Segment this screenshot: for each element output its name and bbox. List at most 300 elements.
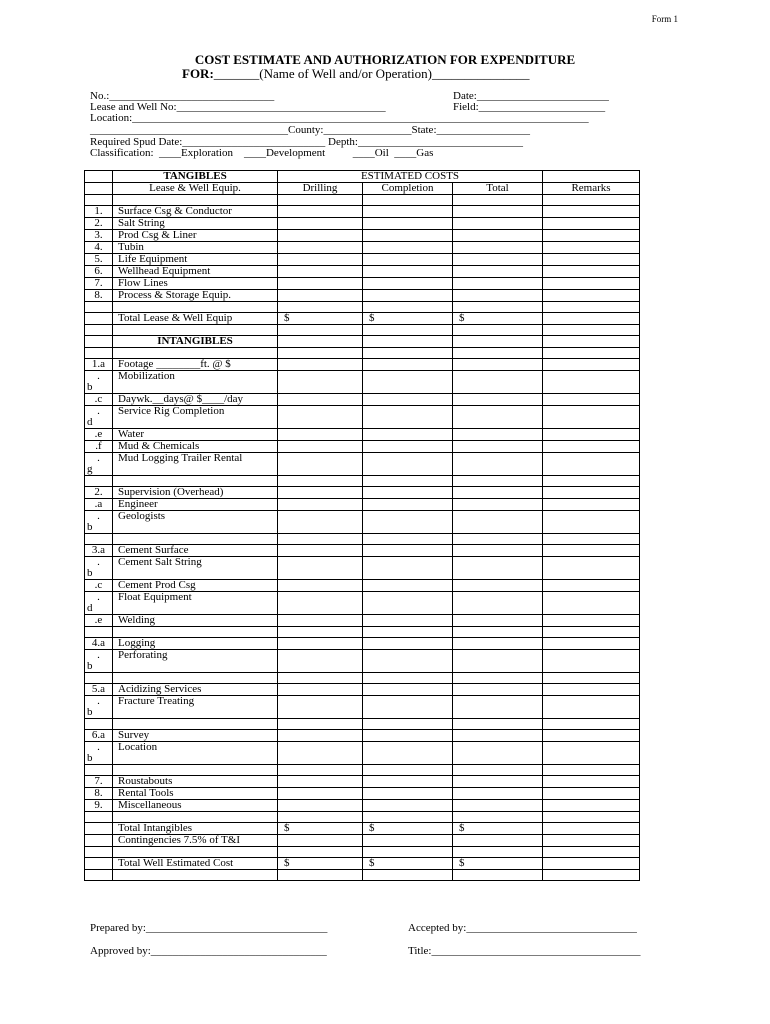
cost-cell[interactable] bbox=[453, 266, 543, 278]
table-row bbox=[85, 206, 640, 218]
cost-cell[interactable] bbox=[363, 684, 453, 696]
remarks-cell[interactable] bbox=[543, 534, 640, 545]
cost-cell[interactable] bbox=[278, 742, 363, 765]
item-description: Cement Salt String bbox=[113, 557, 278, 580]
table-row bbox=[85, 171, 640, 183]
remarks-cell[interactable] bbox=[543, 800, 640, 812]
item-description: Logging bbox=[113, 638, 278, 650]
cost-cell[interactable] bbox=[453, 476, 543, 487]
col-total-header: Total bbox=[453, 183, 543, 195]
cost-cell[interactable] bbox=[363, 325, 453, 336]
remarks-cell[interactable] bbox=[543, 765, 640, 776]
cost-cell[interactable] bbox=[453, 453, 543, 476]
cost-cell[interactable] bbox=[363, 765, 453, 776]
cost-cell[interactable] bbox=[363, 278, 453, 290]
item-description: Total Well Estimated Cost bbox=[113, 858, 278, 870]
cost-cell[interactable] bbox=[363, 638, 453, 650]
classification-field[interactable]: Classification: ____Exploration ____Development ____Oil ____Gas bbox=[90, 147, 434, 159]
cost-cell[interactable] bbox=[278, 615, 363, 627]
cost-cell[interactable] bbox=[363, 673, 453, 684]
location-field[interactable]: Location:___________________________________________________________________________________ bbox=[90, 113, 589, 124]
remarks-cell[interactable] bbox=[543, 195, 640, 206]
item-number bbox=[85, 511, 113, 534]
cost-cell[interactable] bbox=[363, 266, 453, 278]
table-row bbox=[85, 592, 640, 615]
item-number bbox=[85, 242, 113, 254]
cost-cell[interactable] bbox=[453, 302, 543, 313]
cost-cell[interactable] bbox=[453, 650, 543, 673]
cost-cell[interactable] bbox=[278, 441, 363, 453]
cost-cell[interactable] bbox=[363, 835, 453, 847]
table-row bbox=[85, 800, 640, 812]
cost-cell[interactable] bbox=[278, 499, 363, 511]
table-row bbox=[85, 776, 640, 788]
cost-cell[interactable] bbox=[363, 359, 453, 371]
remarks-cell[interactable] bbox=[543, 684, 640, 696]
remarks-cell[interactable] bbox=[543, 870, 640, 881]
cost-cell[interactable] bbox=[453, 638, 543, 650]
cost-cell[interactable] bbox=[363, 627, 453, 638]
cost-cell[interactable] bbox=[453, 325, 543, 336]
field-field[interactable]: Field:_______________________ bbox=[453, 101, 606, 113]
cost-cell[interactable] bbox=[278, 336, 363, 348]
cost-cell[interactable] bbox=[278, 730, 363, 742]
item-number-text: 5.a bbox=[91, 683, 106, 695]
remarks-cell[interactable] bbox=[543, 325, 640, 336]
remarks-cell[interactable] bbox=[543, 336, 640, 348]
cost-cell[interactable] bbox=[453, 499, 543, 511]
cost-cell[interactable] bbox=[453, 254, 543, 266]
table-row bbox=[85, 313, 640, 325]
cost-cell[interactable] bbox=[278, 476, 363, 487]
item-number bbox=[85, 218, 113, 230]
remarks-cell[interactable] bbox=[543, 730, 640, 742]
cost-cell[interactable] bbox=[363, 592, 453, 615]
prepared-by-field[interactable]: Prepared by:_________________________________ bbox=[90, 922, 328, 934]
remarks-cell[interactable] bbox=[543, 835, 640, 847]
item-number-suffix: b bbox=[87, 521, 93, 533]
remarks-cell[interactable] bbox=[543, 823, 640, 835]
cost-cell[interactable] bbox=[453, 206, 543, 218]
cost-cell[interactable] bbox=[453, 348, 543, 359]
item-description: Geologists bbox=[113, 511, 278, 534]
item-description: Mobilization bbox=[113, 371, 278, 394]
cost-cell[interactable] bbox=[363, 615, 453, 627]
item-number-text: 8. bbox=[94, 787, 103, 799]
cost-cell[interactable] bbox=[278, 788, 363, 800]
cost-cell[interactable] bbox=[278, 557, 363, 580]
cost-cell[interactable] bbox=[453, 627, 543, 638]
cost-cell[interactable] bbox=[278, 696, 363, 719]
item-description: Cement Surface bbox=[113, 545, 278, 557]
cost-cell[interactable] bbox=[453, 835, 543, 847]
cost-cell[interactable] bbox=[453, 788, 543, 800]
remarks-cell[interactable] bbox=[543, 371, 640, 394]
cost-cell[interactable] bbox=[278, 206, 363, 218]
item-number bbox=[85, 290, 113, 302]
cost-cell[interactable] bbox=[278, 812, 363, 823]
cost-cell[interactable] bbox=[278, 800, 363, 812]
county-state-field[interactable]: ____________________________________County:________________State:_________________ bbox=[90, 124, 530, 136]
remarks-cell[interactable] bbox=[543, 394, 640, 406]
cost-cell[interactable] bbox=[278, 254, 363, 266]
dollar-sign[interactable]: $ bbox=[363, 823, 453, 835]
no-field[interactable]: No.:______________________________ bbox=[90, 90, 275, 102]
remarks-cell[interactable] bbox=[543, 776, 640, 788]
cost-cell[interactable] bbox=[278, 487, 363, 499]
remarks-cell[interactable] bbox=[543, 627, 640, 638]
cost-cell[interactable] bbox=[278, 278, 363, 290]
dollar-sign[interactable]: $ bbox=[453, 858, 543, 870]
approved-by-field[interactable]: Approved by:________________________________ bbox=[90, 945, 327, 957]
cost-cell[interactable] bbox=[363, 453, 453, 476]
cost-cell[interactable] bbox=[453, 534, 543, 545]
form-subtitle bbox=[182, 66, 530, 82]
item-number bbox=[85, 406, 113, 429]
cost-cell[interactable] bbox=[278, 835, 363, 847]
item-description: Cement Prod Csg bbox=[113, 580, 278, 592]
cost-cell[interactable] bbox=[453, 684, 543, 696]
table-row bbox=[85, 870, 640, 881]
item-description: Supervision (Overhead) bbox=[113, 487, 278, 499]
cost-cell[interactable] bbox=[453, 742, 543, 765]
cost-cell[interactable] bbox=[278, 242, 363, 254]
cost-cell[interactable] bbox=[278, 359, 363, 371]
cost-cell[interactable] bbox=[363, 218, 453, 230]
item-number-text: 1.a bbox=[91, 358, 106, 370]
item-description: Process & Storage Equip. bbox=[113, 290, 278, 302]
table-row bbox=[85, 650, 640, 673]
item-number-text: .f bbox=[95, 440, 102, 452]
table-row bbox=[85, 673, 640, 684]
cost-cell[interactable] bbox=[453, 394, 543, 406]
dollar-sign[interactable]: $ bbox=[278, 858, 363, 870]
remarks-cell[interactable] bbox=[543, 476, 640, 487]
table-row bbox=[85, 823, 640, 835]
cost-cell[interactable] bbox=[453, 847, 543, 858]
for-label: FOR: bbox=[182, 66, 214, 81]
item-number bbox=[85, 206, 113, 218]
cost-cell[interactable] bbox=[278, 511, 363, 534]
remarks-cell[interactable] bbox=[543, 592, 640, 615]
remarks-cell[interactable] bbox=[543, 230, 640, 242]
remarks-cell[interactable] bbox=[543, 650, 640, 673]
cost-cell[interactable] bbox=[453, 776, 543, 788]
cost-cell[interactable] bbox=[453, 406, 543, 429]
cost-cell[interactable] bbox=[278, 348, 363, 359]
remarks-cell[interactable] bbox=[543, 406, 640, 429]
dollar-sign[interactable]: $ bbox=[363, 858, 453, 870]
cost-cell[interactable] bbox=[363, 812, 453, 823]
cost-cell[interactable] bbox=[453, 242, 543, 254]
cost-cell[interactable] bbox=[453, 511, 543, 534]
cost-cell[interactable] bbox=[453, 336, 543, 348]
cost-cell[interactable] bbox=[453, 278, 543, 290]
col-drilling-header: Drilling bbox=[278, 183, 363, 195]
item-description: Surface Csg & Conductor bbox=[113, 206, 278, 218]
cost-cell[interactable] bbox=[363, 487, 453, 499]
remarks-cell[interactable] bbox=[543, 218, 640, 230]
remarks-cell[interactable] bbox=[543, 511, 640, 534]
cost-cell[interactable] bbox=[278, 266, 363, 278]
item-description: Location bbox=[113, 742, 278, 765]
cost-cell[interactable] bbox=[453, 615, 543, 627]
cost-cell[interactable] bbox=[278, 684, 363, 696]
cost-cell[interactable] bbox=[278, 218, 363, 230]
cost-cell[interactable] bbox=[278, 870, 363, 881]
table-row bbox=[85, 511, 640, 534]
remarks-cell[interactable] bbox=[543, 278, 640, 290]
cost-cell[interactable] bbox=[363, 557, 453, 580]
cost-cell[interactable] bbox=[278, 673, 363, 684]
cost-cell[interactable] bbox=[278, 627, 363, 638]
cost-cell[interactable] bbox=[363, 776, 453, 788]
cost-cell[interactable] bbox=[363, 254, 453, 266]
cost-cell[interactable] bbox=[278, 325, 363, 336]
item-number-text: . bbox=[97, 649, 100, 661]
item-description: Mud & Chemicals bbox=[113, 441, 278, 453]
remarks-cell[interactable] bbox=[543, 429, 640, 441]
cost-cell[interactable] bbox=[453, 592, 543, 615]
item-number bbox=[85, 557, 113, 580]
table-row bbox=[85, 371, 640, 394]
cost-cell[interactable] bbox=[363, 730, 453, 742]
dollar-sign[interactable]: $ bbox=[453, 823, 543, 835]
item-number bbox=[85, 730, 113, 742]
remarks-cell[interactable] bbox=[543, 696, 640, 719]
table-row bbox=[85, 183, 640, 195]
well-name-field[interactable]: _______(Name of Well and/or Operation)_______________ bbox=[213, 66, 530, 81]
cost-cell[interactable] bbox=[278, 429, 363, 441]
cost-cell[interactable] bbox=[363, 476, 453, 487]
cost-cell[interactable] bbox=[278, 776, 363, 788]
cost-cell[interactable] bbox=[363, 580, 453, 592]
cost-cell[interactable] bbox=[278, 371, 363, 394]
accepted-by-field[interactable]: Accepted by:_______________________________ bbox=[408, 922, 637, 934]
cost-cell[interactable] bbox=[363, 206, 453, 218]
item-description: INTANGIBLES bbox=[113, 336, 278, 348]
cost-cell[interactable] bbox=[453, 673, 543, 684]
table-row bbox=[85, 719, 640, 730]
remarks-cell[interactable] bbox=[543, 453, 640, 476]
item-number bbox=[85, 776, 113, 788]
table-row bbox=[85, 684, 640, 696]
cost-cell[interactable] bbox=[363, 429, 453, 441]
item-number-text: . bbox=[97, 591, 100, 603]
lease-well-field[interactable]: Lease and Well No:______________________________________ bbox=[90, 101, 386, 113]
remarks-cell[interactable] bbox=[543, 858, 640, 870]
cost-cell[interactable] bbox=[278, 592, 363, 615]
remarks-cell[interactable] bbox=[543, 290, 640, 302]
cost-cell[interactable] bbox=[363, 290, 453, 302]
cost-cell[interactable] bbox=[278, 302, 363, 313]
remarks-cell[interactable] bbox=[543, 545, 640, 557]
estimated-costs-header: ESTIMATED COSTS bbox=[278, 171, 543, 183]
remarks-cell[interactable] bbox=[543, 359, 640, 371]
item-number-text: 8. bbox=[94, 289, 103, 301]
cost-cell[interactable] bbox=[453, 800, 543, 812]
cost-cell[interactable] bbox=[278, 290, 363, 302]
cost-cell[interactable] bbox=[363, 800, 453, 812]
item-number-text: . bbox=[97, 370, 100, 382]
table-row bbox=[85, 195, 640, 206]
remarks-cell[interactable] bbox=[543, 499, 640, 511]
cost-cell[interactable] bbox=[278, 406, 363, 429]
remarks-cell[interactable] bbox=[543, 673, 640, 684]
cost-cell[interactable] bbox=[453, 870, 543, 881]
table-row bbox=[85, 336, 640, 348]
cost-cell[interactable] bbox=[363, 650, 453, 673]
cost-cell[interactable] bbox=[278, 650, 363, 673]
item-number-text: .e bbox=[94, 428, 103, 440]
cost-cell[interactable] bbox=[278, 580, 363, 592]
cost-cell[interactable] bbox=[363, 870, 453, 881]
cost-cell[interactable] bbox=[453, 429, 543, 441]
cost-cell[interactable] bbox=[278, 534, 363, 545]
cost-cell[interactable] bbox=[453, 230, 543, 242]
cost-cell[interactable] bbox=[453, 359, 543, 371]
item-number-text: . bbox=[97, 741, 100, 753]
item-number-text: . bbox=[97, 556, 100, 568]
item-description: Engineer bbox=[113, 499, 278, 511]
cost-cell[interactable] bbox=[453, 441, 543, 453]
remarks-cell[interactable] bbox=[543, 254, 640, 266]
cost-cell[interactable] bbox=[363, 348, 453, 359]
remarks-cell[interactable] bbox=[543, 615, 640, 627]
cost-cell[interactable] bbox=[363, 230, 453, 242]
cost-cell[interactable] bbox=[453, 719, 543, 730]
remarks-cell[interactable] bbox=[543, 266, 640, 278]
cost-cell[interactable] bbox=[453, 195, 543, 206]
cost-cell[interactable] bbox=[278, 545, 363, 557]
item-description: Service Rig Completion bbox=[113, 406, 278, 429]
cost-cell[interactable] bbox=[363, 511, 453, 534]
remarks-cell[interactable] bbox=[543, 441, 640, 453]
cost-cell[interactable] bbox=[453, 218, 543, 230]
cost-cell[interactable] bbox=[363, 719, 453, 730]
cost-cell[interactable] bbox=[278, 453, 363, 476]
cost-cell[interactable] bbox=[453, 487, 543, 499]
item-number-suffix: d bbox=[87, 602, 93, 614]
cost-cell[interactable] bbox=[453, 545, 543, 557]
cost-cell[interactable] bbox=[363, 788, 453, 800]
item-number bbox=[85, 266, 113, 278]
dollar-sign[interactable]: $ bbox=[453, 313, 543, 325]
cost-cell[interactable] bbox=[363, 441, 453, 453]
cost-cell[interactable] bbox=[278, 394, 363, 406]
remarks-cell[interactable] bbox=[543, 348, 640, 359]
cost-cell[interactable] bbox=[453, 290, 543, 302]
remarks-cell[interactable] bbox=[543, 242, 640, 254]
item-number bbox=[85, 650, 113, 673]
remarks-cell[interactable] bbox=[543, 742, 640, 765]
cost-cell[interactable] bbox=[278, 230, 363, 242]
remarks-cell[interactable] bbox=[543, 302, 640, 313]
table-row bbox=[85, 742, 640, 765]
cost-cell[interactable] bbox=[363, 696, 453, 719]
table-row bbox=[85, 638, 640, 650]
item-number bbox=[85, 742, 113, 765]
item-number-text: 4.a bbox=[91, 637, 106, 649]
remarks-cell[interactable] bbox=[543, 580, 640, 592]
remarks-cell[interactable] bbox=[543, 487, 640, 499]
col-lease-header: Lease & Well Equip. bbox=[113, 183, 278, 195]
title-field[interactable]: Title:______________________________________ bbox=[408, 945, 641, 957]
cost-cell[interactable] bbox=[453, 765, 543, 776]
remarks-cell[interactable] bbox=[543, 206, 640, 218]
item-number bbox=[85, 394, 113, 406]
spud-depth-field[interactable]: Required Spud Date:__________________________ Depth:______________________________ bbox=[90, 136, 523, 148]
cost-cell[interactable] bbox=[453, 812, 543, 823]
table-row bbox=[85, 453, 640, 476]
table-row bbox=[85, 266, 640, 278]
remarks-cell[interactable] bbox=[543, 719, 640, 730]
cost-cell[interactable] bbox=[363, 545, 453, 557]
cost-cell[interactable] bbox=[363, 742, 453, 765]
item-number-suffix: b bbox=[87, 752, 93, 764]
cost-cell[interactable] bbox=[453, 730, 543, 742]
item-number-suffix: b bbox=[87, 660, 93, 672]
item-number-text: 7. bbox=[94, 775, 103, 787]
cost-cell[interactable] bbox=[363, 534, 453, 545]
cost-cell[interactable] bbox=[363, 406, 453, 429]
item-number-text: 4. bbox=[94, 241, 103, 253]
cost-cell[interactable] bbox=[363, 302, 453, 313]
item-number-text: 9. bbox=[94, 799, 103, 811]
cost-cell[interactable] bbox=[453, 557, 543, 580]
item-number-text: .c bbox=[94, 579, 103, 591]
cost-cell[interactable] bbox=[363, 847, 453, 858]
date-field[interactable]: Date:________________________ bbox=[453, 90, 609, 102]
cost-cell[interactable] bbox=[363, 336, 453, 348]
item-number bbox=[85, 696, 113, 719]
cost-cell[interactable] bbox=[363, 242, 453, 254]
cost-cell[interactable] bbox=[278, 195, 363, 206]
cost-cell[interactable] bbox=[278, 638, 363, 650]
cost-cell[interactable] bbox=[363, 499, 453, 511]
cost-cell[interactable] bbox=[278, 765, 363, 776]
cost-cell[interactable] bbox=[453, 696, 543, 719]
cost-cell[interactable] bbox=[363, 394, 453, 406]
dollar-sign[interactable]: $ bbox=[278, 823, 363, 835]
item-description: Miscellaneous bbox=[113, 800, 278, 812]
remarks-cell[interactable] bbox=[543, 313, 640, 325]
table-row bbox=[85, 278, 640, 290]
dollar-sign[interactable]: $ bbox=[363, 313, 453, 325]
item-number bbox=[85, 499, 113, 511]
item-number bbox=[85, 638, 113, 650]
dollar-sign[interactable]: $ bbox=[278, 313, 363, 325]
remarks-cell[interactable] bbox=[543, 847, 640, 858]
item-number-text: 5. bbox=[94, 253, 103, 265]
item-description: Footage ________ft. @ $ bbox=[113, 359, 278, 371]
table-row bbox=[85, 835, 640, 847]
remarks-cell[interactable] bbox=[543, 638, 640, 650]
cost-cell[interactable] bbox=[278, 847, 363, 858]
item-number-text: 6.a bbox=[91, 729, 106, 741]
item-number bbox=[85, 359, 113, 371]
remarks-cell[interactable] bbox=[543, 788, 640, 800]
cost-cell[interactable] bbox=[363, 195, 453, 206]
cost-cell[interactable] bbox=[363, 371, 453, 394]
remarks-cell[interactable] bbox=[543, 557, 640, 580]
item-number bbox=[85, 429, 113, 441]
item-number bbox=[85, 230, 113, 242]
cost-cell[interactable] bbox=[453, 580, 543, 592]
cost-cell[interactable] bbox=[453, 371, 543, 394]
remarks-cell[interactable] bbox=[543, 812, 640, 823]
cost-cell[interactable] bbox=[278, 719, 363, 730]
